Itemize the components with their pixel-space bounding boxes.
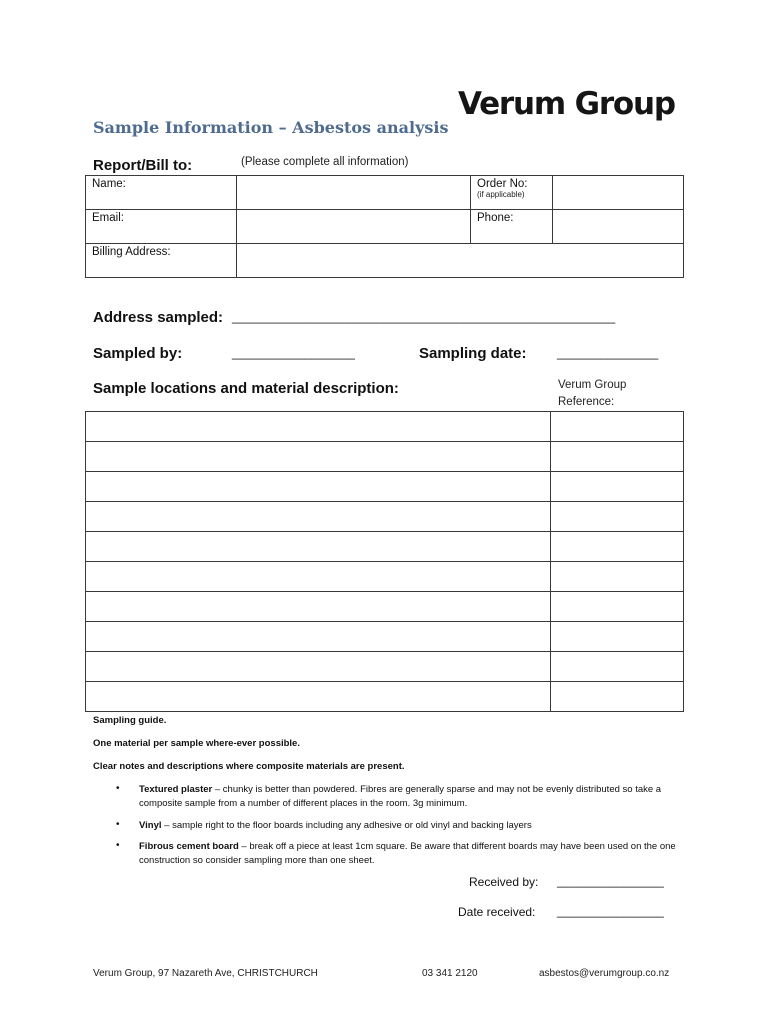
received-by-line[interactable]: ________________ xyxy=(557,874,664,888)
sample-description-field[interactable] xyxy=(86,682,551,712)
sample-description-field[interactable] xyxy=(86,412,551,442)
sample-reference-field[interactable] xyxy=(551,442,684,472)
guide-item-title: Fibrous cement board xyxy=(139,841,239,852)
page-title: Sample Information – Asbestos analysis xyxy=(93,118,449,137)
sample-description-field[interactable] xyxy=(86,562,551,592)
billing-label-cell xyxy=(86,244,237,278)
sample-row xyxy=(86,412,684,442)
sample-reference-field[interactable] xyxy=(551,412,684,442)
phone-label-cell xyxy=(471,210,553,244)
name-field[interactable] xyxy=(237,176,471,210)
guide-item-vinyl xyxy=(139,819,679,833)
sampled-by-line[interactable]: _________________ xyxy=(232,345,355,360)
billing-table xyxy=(85,175,684,278)
company-logo: Verum Group xyxy=(458,86,675,122)
guide-item-text: – break off a piece at least 1cm square. Be aware that different boards may have been used on the one construction so consider sampling more than one sheet. xyxy=(139,841,676,866)
sample-reference-field[interactable] xyxy=(551,592,684,622)
bullet-icon: • xyxy=(116,840,120,851)
sample-description-field[interactable] xyxy=(86,532,551,562)
date-received-label: Date received: xyxy=(458,905,536,919)
guide-item-text: – chunky is better than powdered. Fibres are generally sparse and may not be evenly distributed so take a composite sample from a number of different places in the room. 3g minimum. xyxy=(139,784,662,809)
bullet-icon: • xyxy=(116,819,120,830)
sample-reference-field[interactable] xyxy=(551,502,684,532)
sample-row xyxy=(86,622,684,652)
order-sub-label: (if applicable) xyxy=(477,190,525,199)
date-received-line[interactable]: ________________ xyxy=(557,904,664,918)
reference-label-line1: Verum Group xyxy=(558,379,627,391)
sampling-date-label: Sampling date: xyxy=(419,345,527,362)
sample-description-field[interactable] xyxy=(86,592,551,622)
order-field[interactable] xyxy=(553,176,684,210)
phone-field[interactable] xyxy=(553,210,684,244)
sample-description-field[interactable] xyxy=(86,472,551,502)
reference-label-line2: Reference: xyxy=(558,396,615,408)
address-sampled-line[interactable]: _____________________________________________________ xyxy=(232,309,616,324)
guide-item-text: – sample right to the floor boards including any adhesive or old vinyl and backing layers xyxy=(161,820,532,831)
billing-address-label: Billing Address: xyxy=(92,246,171,258)
guide-item-title: Textured plaster xyxy=(139,784,213,795)
sample-reference-field[interactable] xyxy=(551,532,684,562)
sample-description-field[interactable] xyxy=(86,652,551,682)
address-sampled-label: Address sampled: xyxy=(93,309,224,326)
sample-description-field[interactable] xyxy=(86,502,551,532)
sample-locations-heading: Sample locations and material description: xyxy=(93,380,399,397)
sample-description-field[interactable] xyxy=(86,622,551,652)
guide-item-plaster xyxy=(139,783,679,811)
sample-reference-field[interactable] xyxy=(551,472,684,502)
name-label: Name: xyxy=(92,178,126,190)
billing-address-field[interactable] xyxy=(237,244,684,278)
footer-email[interactable]: asbestos@verumgroup.co.nz xyxy=(539,968,670,979)
footer-address: Verum Group, 97 Nazareth Ave, CHRISTCHURCH xyxy=(93,968,318,979)
email-field[interactable] xyxy=(237,210,471,244)
sample-reference-field[interactable] xyxy=(551,682,684,712)
guide-line-two: Clear notes and descriptions where composite materials are present. xyxy=(93,761,405,772)
sample-row xyxy=(86,502,684,532)
guide-line-one: One material per sample where-ever possible. xyxy=(93,738,300,749)
sample-row xyxy=(86,652,684,682)
footer-phone: 03 341 2120 xyxy=(422,968,478,979)
guide-item-fibrous-cement xyxy=(139,840,679,868)
email-label: Email: xyxy=(92,212,124,224)
order-label-cell xyxy=(471,176,553,210)
complete-note: (Please complete all information) xyxy=(241,156,409,168)
sample-row xyxy=(86,562,684,592)
email-label-cell xyxy=(86,210,237,244)
sampling-date-line[interactable]: ______________ xyxy=(557,345,659,360)
samples-table xyxy=(85,411,684,712)
report-bill-heading: Report/Bill to: xyxy=(93,157,193,174)
sample-row xyxy=(86,592,684,622)
sample-row xyxy=(86,682,684,712)
order-label: Order No: xyxy=(477,178,528,190)
bullet-icon: • xyxy=(116,783,120,794)
guide-item-title: Vinyl xyxy=(139,820,162,831)
sample-row xyxy=(86,532,684,562)
phone-label: Phone: xyxy=(477,212,514,224)
sample-description-field[interactable] xyxy=(86,442,551,472)
sample-row xyxy=(86,472,684,502)
sampled-by-label: Sampled by: xyxy=(93,345,183,362)
name-label-cell xyxy=(86,176,237,210)
sample-row xyxy=(86,442,684,472)
sample-reference-field[interactable] xyxy=(551,652,684,682)
sampling-guide-heading: Sampling guide. xyxy=(93,715,167,726)
sample-reference-field[interactable] xyxy=(551,622,684,652)
received-by-label: Received by: xyxy=(469,875,539,889)
sample-reference-field[interactable] xyxy=(551,562,684,592)
